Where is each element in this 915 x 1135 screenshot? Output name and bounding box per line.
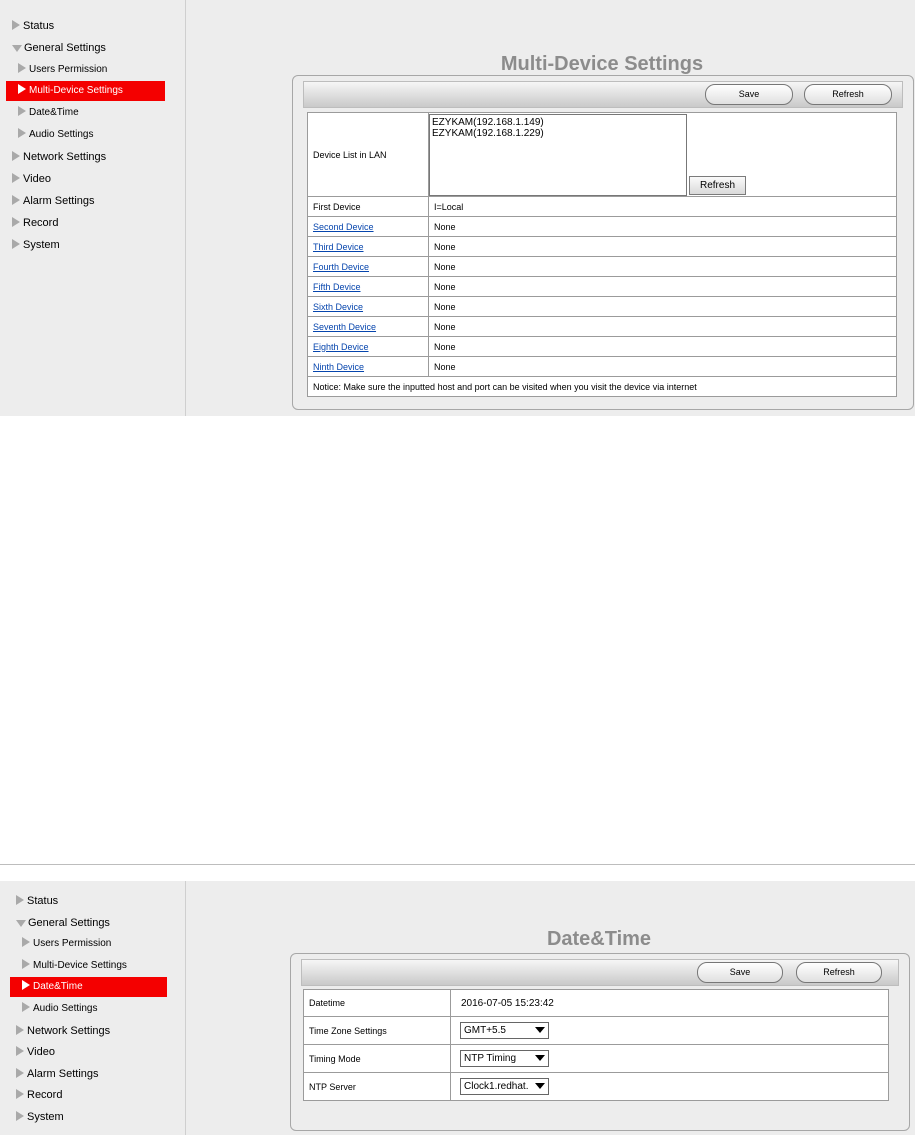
datetime-value: 2016-07-05 15:23:42 [451, 990, 889, 1017]
multi-device-table [307, 112, 897, 397]
table-row [304, 1017, 889, 1045]
settings-panel [292, 75, 914, 410]
sidebar-item-date-time[interactable]: Date&Time [18, 106, 79, 120]
fourth-device-link[interactable]: Fourth Device [313, 261, 370, 272]
ninth-device-value: None [429, 357, 897, 377]
eighth-device-link[interactable]: Eighth Device [313, 341, 369, 352]
chevron-right-icon [18, 84, 26, 94]
table-row [308, 297, 897, 317]
sidebar-item-audio-settings[interactable]: Audio Settings [18, 128, 94, 142]
second-device-link[interactable]: Second Device [313, 221, 374, 232]
eighth-device-value: None [429, 337, 897, 357]
sixth-device-value: None [429, 297, 897, 317]
chevron-down-icon [535, 1083, 545, 1089]
chevron-down-icon [535, 1027, 545, 1033]
fourth-device-value: None [429, 257, 897, 277]
first-device-value: I=Local [429, 197, 897, 217]
settings-panel [290, 953, 910, 1131]
chevron-right-icon [12, 151, 20, 161]
chevron-right-icon [16, 1111, 24, 1121]
toolbar [303, 81, 903, 108]
datetime-label: Datetime [304, 990, 451, 1017]
table-row [304, 1073, 889, 1101]
chevron-right-icon [22, 937, 30, 947]
sidebar-item-system[interactable]: System [16, 1110, 64, 1124]
sidebar-item-users-permission[interactable]: Users Permission [22, 937, 111, 951]
table-row [308, 317, 897, 337]
chevron-right-icon [22, 1002, 30, 1012]
chevron-right-icon [16, 895, 24, 905]
table-row [308, 277, 897, 297]
chevron-right-icon [22, 959, 30, 969]
chevron-right-icon [12, 173, 20, 183]
chevron-right-icon [12, 239, 20, 249]
ntp-server-select[interactable]: Clock1.redhat. [460, 1078, 549, 1095]
sidebar-item-users-permission[interactable]: Users Permission [18, 63, 107, 77]
table-row [304, 990, 889, 1017]
sidebar-item-record[interactable]: Record [12, 216, 58, 230]
device-list-label: Device List in LAN [308, 113, 429, 197]
list-item[interactable]: EZYKAM(192.168.1.149) [432, 117, 544, 128]
chevron-right-icon [18, 106, 26, 116]
ntp-server-label: NTP Server [304, 1073, 451, 1101]
device-list-cell [429, 113, 897, 197]
main-content [186, 0, 915, 416]
fifth-device-value: None [429, 277, 897, 297]
third-device-value: None [429, 237, 897, 257]
timing-mode-label: Timing Mode [304, 1045, 451, 1073]
seventh-device-value: None [429, 317, 897, 337]
toolbar [301, 959, 899, 986]
chevron-right-icon [18, 63, 26, 73]
chevron-right-icon [16, 1089, 24, 1099]
third-device-link[interactable]: Third Device [313, 241, 364, 252]
second-device-value: None [429, 217, 897, 237]
sidebar-item-video[interactable]: Video [12, 172, 51, 186]
sidebar-item-alarm-settings[interactable]: Alarm Settings [16, 1067, 99, 1081]
list-item[interactable]: EZYKAM(192.168.1.229) [432, 128, 544, 139]
table-row [308, 257, 897, 277]
timing-mode-select[interactable]: NTP Timing [460, 1050, 549, 1067]
device-list-box[interactable] [429, 114, 687, 196]
first-device-label: First Device [308, 197, 429, 217]
sidebar-nav [0, 0, 186, 416]
chevron-right-icon [22, 980, 30, 990]
table-row [304, 1045, 889, 1073]
table-row [308, 197, 897, 217]
sidebar-item-record[interactable]: Record [16, 1088, 62, 1102]
table-row [308, 377, 897, 397]
sidebar-item-network-settings[interactable]: Network Settings [16, 1024, 110, 1038]
refresh-button[interactable]: Refresh [796, 962, 882, 983]
chevron-right-icon [18, 128, 26, 138]
chevron-down-icon [12, 45, 22, 52]
sidebar-item-video[interactable]: Video [16, 1045, 55, 1059]
refresh-button[interactable]: Refresh [804, 84, 892, 105]
sidebar-item-system[interactable]: System [12, 238, 60, 252]
page-title: Date&Time [546, 928, 652, 950]
sidebar-item-status[interactable]: Status [12, 19, 54, 33]
ninth-device-link[interactable]: Ninth Device [313, 361, 365, 372]
device-list-refresh-button[interactable]: Refresh [689, 176, 746, 195]
sixth-device-link[interactable]: Sixth Device [313, 301, 364, 312]
chevron-right-icon [12, 217, 20, 227]
table-row [308, 357, 897, 377]
sidebar-item-multi-device-settings[interactable]: Multi-Device Settings [6, 81, 165, 101]
table-row [308, 337, 897, 357]
sidebar-item-date-time[interactable]: Date&Time [10, 977, 167, 997]
main-content [186, 881, 915, 1135]
table-row [308, 217, 897, 237]
chevron-right-icon [16, 1046, 24, 1056]
sidebar-nav [0, 881, 186, 1135]
chevron-down-icon [16, 920, 26, 927]
sidebar-item-multi-device-settings[interactable]: Multi-Device Settings [22, 959, 127, 973]
time-zone-select[interactable]: GMT+5.5 [460, 1022, 549, 1039]
date-time-table [303, 989, 889, 1101]
chevron-right-icon [16, 1025, 24, 1035]
sidebar-item-audio-settings[interactable]: Audio Settings [22, 1002, 98, 1016]
chevron-right-icon [12, 20, 20, 30]
time-zone-label: Time Zone Settings [304, 1017, 451, 1045]
fifth-device-link[interactable]: Fifth Device [313, 281, 361, 292]
sidebar-item-general-settings[interactable]: General Settings [12, 41, 106, 55]
page-title: Multi-Device Settings [500, 53, 704, 75]
multi-device-screenshot [0, 0, 915, 416]
chevron-down-icon [535, 1055, 545, 1061]
sidebar-item-general-settings[interactable]: General Settings [16, 916, 110, 930]
save-button[interactable]: Save [697, 962, 783, 983]
notice-text: Notice: Make sure the inputted host and port can be visited when you visit the device via internet [308, 377, 897, 397]
date-time-screenshot [0, 864, 915, 1135]
table-row [308, 113, 897, 197]
chevron-right-icon [16, 1068, 24, 1078]
seventh-device-link[interactable]: Seventh Device [313, 321, 377, 332]
sidebar-item-network-settings[interactable]: Network Settings [12, 150, 106, 164]
sidebar-item-alarm-settings[interactable]: Alarm Settings [12, 194, 95, 208]
chevron-right-icon [12, 195, 20, 205]
table-row [308, 237, 897, 257]
sidebar-item-status[interactable]: Status [16, 894, 58, 908]
save-button[interactable]: Save [705, 84, 793, 105]
